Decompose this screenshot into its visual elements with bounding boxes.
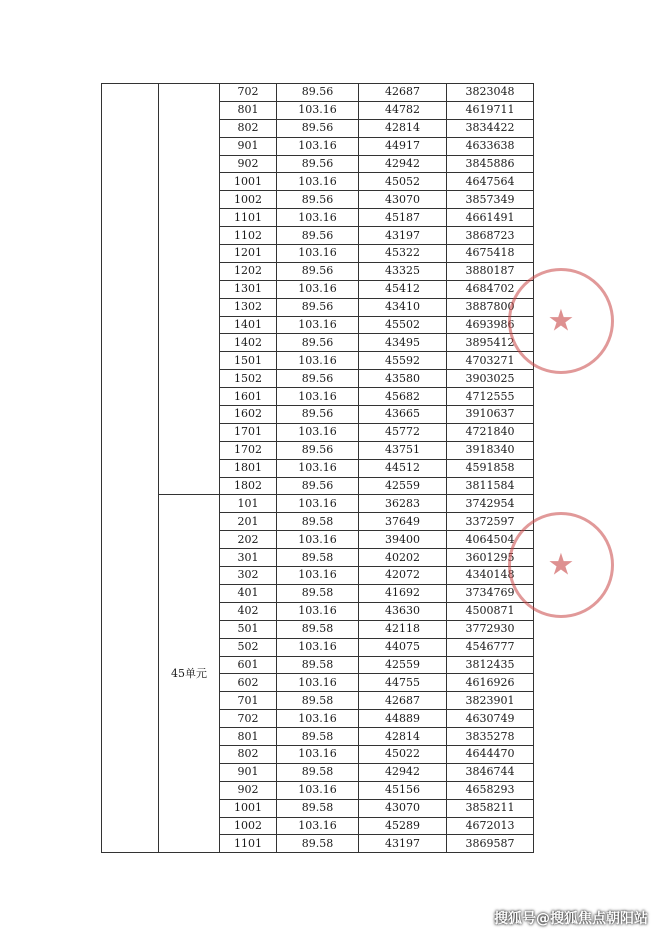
unit-price-cell: 37649 [359,513,447,531]
total-price-cell: 3835278 [447,728,534,746]
area-cell: 103.16 [277,602,359,620]
area-cell: 103.16 [277,245,359,263]
total-price-cell: 3734769 [447,584,534,602]
room-number-cell: 1702 [220,441,277,459]
room-number-cell: 1602 [220,406,277,424]
room-number-cell: 401 [220,584,277,602]
unit-price-cell: 42814 [359,728,447,746]
unit-price-cell: 43070 [359,191,447,209]
room-number-cell: 402 [220,602,277,620]
room-number-cell: 1802 [220,477,277,495]
unit-price-cell: 43197 [359,835,447,853]
unit-price-table-body [102,84,534,853]
unit-price-cell: 42118 [359,620,447,638]
total-price-cell: 4616926 [447,674,534,692]
room-number-cell: 502 [220,638,277,656]
room-number-cell: 1001 [220,173,277,191]
room-number-cell: 901 [220,763,277,781]
area-cell: 103.16 [277,388,359,406]
total-price-cell: 3846744 [447,763,534,781]
area-cell: 103.16 [277,567,359,585]
total-price-cell: 3880187 [447,262,534,280]
total-price-cell: 3372597 [447,513,534,531]
total-price-cell: 4591858 [447,459,534,477]
area-cell: 103.16 [277,316,359,334]
unit-price-cell: 42687 [359,84,447,102]
unit-price-cell: 45187 [359,209,447,227]
previous-unit-cell [159,84,220,495]
room-number-cell: 1301 [220,280,277,298]
area-cell: 89.56 [277,84,359,102]
room-number-cell: 302 [220,567,277,585]
total-price-cell: 3811584 [447,477,534,495]
room-number-cell: 1501 [220,352,277,370]
area-cell: 103.16 [277,459,359,477]
total-price-cell: 3887800 [447,298,534,316]
area-cell: 103.16 [277,209,359,227]
area-cell: 103.16 [277,638,359,656]
total-price-cell: 4644470 [447,745,534,763]
area-cell: 89.56 [277,477,359,495]
unit-price-cell: 43070 [359,799,447,817]
unit-price-cell: 45412 [359,280,447,298]
room-number-cell: 1002 [220,191,277,209]
area-cell: 89.58 [277,656,359,674]
unit-price-cell: 42559 [359,477,447,495]
unit-price-cell: 43751 [359,441,447,459]
total-price-cell: 3918340 [447,441,534,459]
total-price-cell: 4721840 [447,423,534,441]
total-price-cell: 4693986 [447,316,534,334]
unit-price-cell: 40202 [359,549,447,567]
room-number-cell: 601 [220,656,277,674]
unit-price-cell: 36283 [359,495,447,513]
area-cell: 89.58 [277,799,359,817]
total-price-cell: 4672013 [447,817,534,835]
room-number-cell: 1101 [220,835,277,853]
area-cell: 103.16 [277,280,359,298]
area-cell: 103.16 [277,423,359,441]
unit-price-cell: 41692 [359,584,447,602]
total-price-cell: 3868723 [447,227,534,245]
table-row [102,495,534,513]
area-cell: 89.58 [277,513,359,531]
total-price-cell: 3601295 [447,549,534,567]
area-cell: 89.56 [277,191,359,209]
room-number-cell: 501 [220,620,277,638]
room-number-cell: 1601 [220,388,277,406]
room-number-cell: 301 [220,549,277,567]
area-cell: 89.56 [277,119,359,137]
area-cell: 103.16 [277,531,359,549]
area-cell: 89.56 [277,298,359,316]
total-price-cell: 4619711 [447,101,534,119]
unit-price-cell: 43410 [359,298,447,316]
unit-price-cell: 44755 [359,674,447,692]
room-number-cell: 702 [220,84,277,102]
room-number-cell: 202 [220,531,277,549]
area-cell: 89.58 [277,728,359,746]
room-number-cell: 1801 [220,459,277,477]
room-number-cell: 801 [220,101,277,119]
area-cell: 103.16 [277,173,359,191]
total-price-cell: 3869587 [447,835,534,853]
total-price-cell: 3845886 [447,155,534,173]
room-number-cell: 801 [220,728,277,746]
area-cell: 103.16 [277,352,359,370]
unit-price-cell: 42559 [359,656,447,674]
room-number-cell: 1401 [220,316,277,334]
total-price-cell: 3742954 [447,495,534,513]
room-number-cell: 1102 [220,227,277,245]
unit-price-cell: 43630 [359,602,447,620]
room-number-cell: 1502 [220,370,277,388]
unit-price-cell: 45022 [359,745,447,763]
unit-price-cell: 42072 [359,567,447,585]
area-cell: 103.16 [277,674,359,692]
unit-price-cell: 44075 [359,638,447,656]
unit-price-cell: 45502 [359,316,447,334]
unit-price-cell: 42814 [359,119,447,137]
room-number-cell: 701 [220,692,277,710]
area-cell: 103.16 [277,781,359,799]
area-cell: 89.56 [277,227,359,245]
unit-price-cell: 45156 [359,781,447,799]
total-price-cell: 4658293 [447,781,534,799]
area-cell: 89.58 [277,692,359,710]
room-number-cell: 1202 [220,262,277,280]
area-cell: 89.56 [277,334,359,352]
unit-price-cell: 45322 [359,245,447,263]
total-price-cell: 4684702 [447,280,534,298]
room-number-cell: 902 [220,155,277,173]
star-icon: ★ [547,547,575,583]
total-price-cell: 4703271 [447,352,534,370]
area-cell: 89.58 [277,620,359,638]
total-price-cell: 3910637 [447,406,534,424]
room-number-cell: 802 [220,119,277,137]
total-price-cell: 3903025 [447,370,534,388]
room-number-cell: 902 [220,781,277,799]
room-number-cell: 602 [220,674,277,692]
total-price-cell: 3772930 [447,620,534,638]
total-price-cell: 4064504 [447,531,534,549]
room-number-cell: 802 [220,745,277,763]
total-price-cell: 3834422 [447,119,534,137]
unit-price-cell: 43580 [359,370,447,388]
area-cell: 89.56 [277,441,359,459]
unit-price-cell: 45772 [359,423,447,441]
room-number-cell: 1201 [220,245,277,263]
total-price-cell: 4500871 [447,602,534,620]
area-cell: 103.16 [277,495,359,513]
total-price-cell: 3823901 [447,692,534,710]
area-cell: 103.16 [277,745,359,763]
area-cell: 89.58 [277,549,359,567]
room-number-cell: 1002 [220,817,277,835]
total-price-cell: 4675418 [447,245,534,263]
area-cell: 103.16 [277,101,359,119]
unit-price-cell: 44889 [359,710,447,728]
total-price-cell: 4340148 [447,567,534,585]
unit-price-cell: 42942 [359,155,447,173]
room-number-cell: 1101 [220,209,277,227]
total-price-cell: 4647564 [447,173,534,191]
unit-price-cell: 42687 [359,692,447,710]
room-number-cell: 1402 [220,334,277,352]
unit-price-cell: 45289 [359,817,447,835]
area-cell: 103.16 [277,817,359,835]
room-number-cell: 101 [220,495,277,513]
total-price-cell: 4630749 [447,710,534,728]
total-price-cell: 3812435 [447,656,534,674]
unit-price-cell: 45052 [359,173,447,191]
watermark-text: 搜狐号@搜狐焦点朝阳站 [494,911,648,927]
total-price-cell: 3858211 [447,799,534,817]
total-price-cell: 3895412 [447,334,534,352]
area-cell: 103.16 [277,710,359,728]
area-cell: 89.58 [277,835,359,853]
total-price-cell: 3823048 [447,84,534,102]
unit-price-cell: 44782 [359,101,447,119]
area-cell: 103.16 [277,137,359,155]
unit-price-cell: 39400 [359,531,447,549]
room-number-cell: 201 [220,513,277,531]
total-price-cell: 3857349 [447,191,534,209]
unit-price-cell: 43665 [359,406,447,424]
unit-price-cell: 45592 [359,352,447,370]
unit-price-cell: 45682 [359,388,447,406]
room-number-cell: 702 [220,710,277,728]
area-cell: 89.56 [277,370,359,388]
total-price-cell: 4712555 [447,388,534,406]
unit-price-cell: 43325 [359,262,447,280]
unit-price-cell: 44512 [359,459,447,477]
area-cell: 89.58 [277,763,359,781]
unit-price-cell: 43197 [359,227,447,245]
room-number-cell: 1701 [220,423,277,441]
total-price-cell: 4661491 [447,209,534,227]
area-cell: 89.56 [277,155,359,173]
room-number-cell: 1001 [220,799,277,817]
unit-price-cell: 43495 [359,334,447,352]
area-cell: 89.56 [277,406,359,424]
room-number-cell: 1302 [220,298,277,316]
unit-price-cell: 44917 [359,137,447,155]
area-cell: 89.56 [277,262,359,280]
building-cell [102,84,159,853]
area-cell: 89.58 [277,584,359,602]
total-price-cell: 4633638 [447,137,534,155]
unit-label-cell: 45单元 [159,495,220,853]
room-number-cell: 901 [220,137,277,155]
table-row [102,84,534,102]
unit-price-table [101,83,534,853]
total-price-cell: 4546777 [447,638,534,656]
star-icon: ★ [547,303,575,339]
unit-price-cell: 42942 [359,763,447,781]
